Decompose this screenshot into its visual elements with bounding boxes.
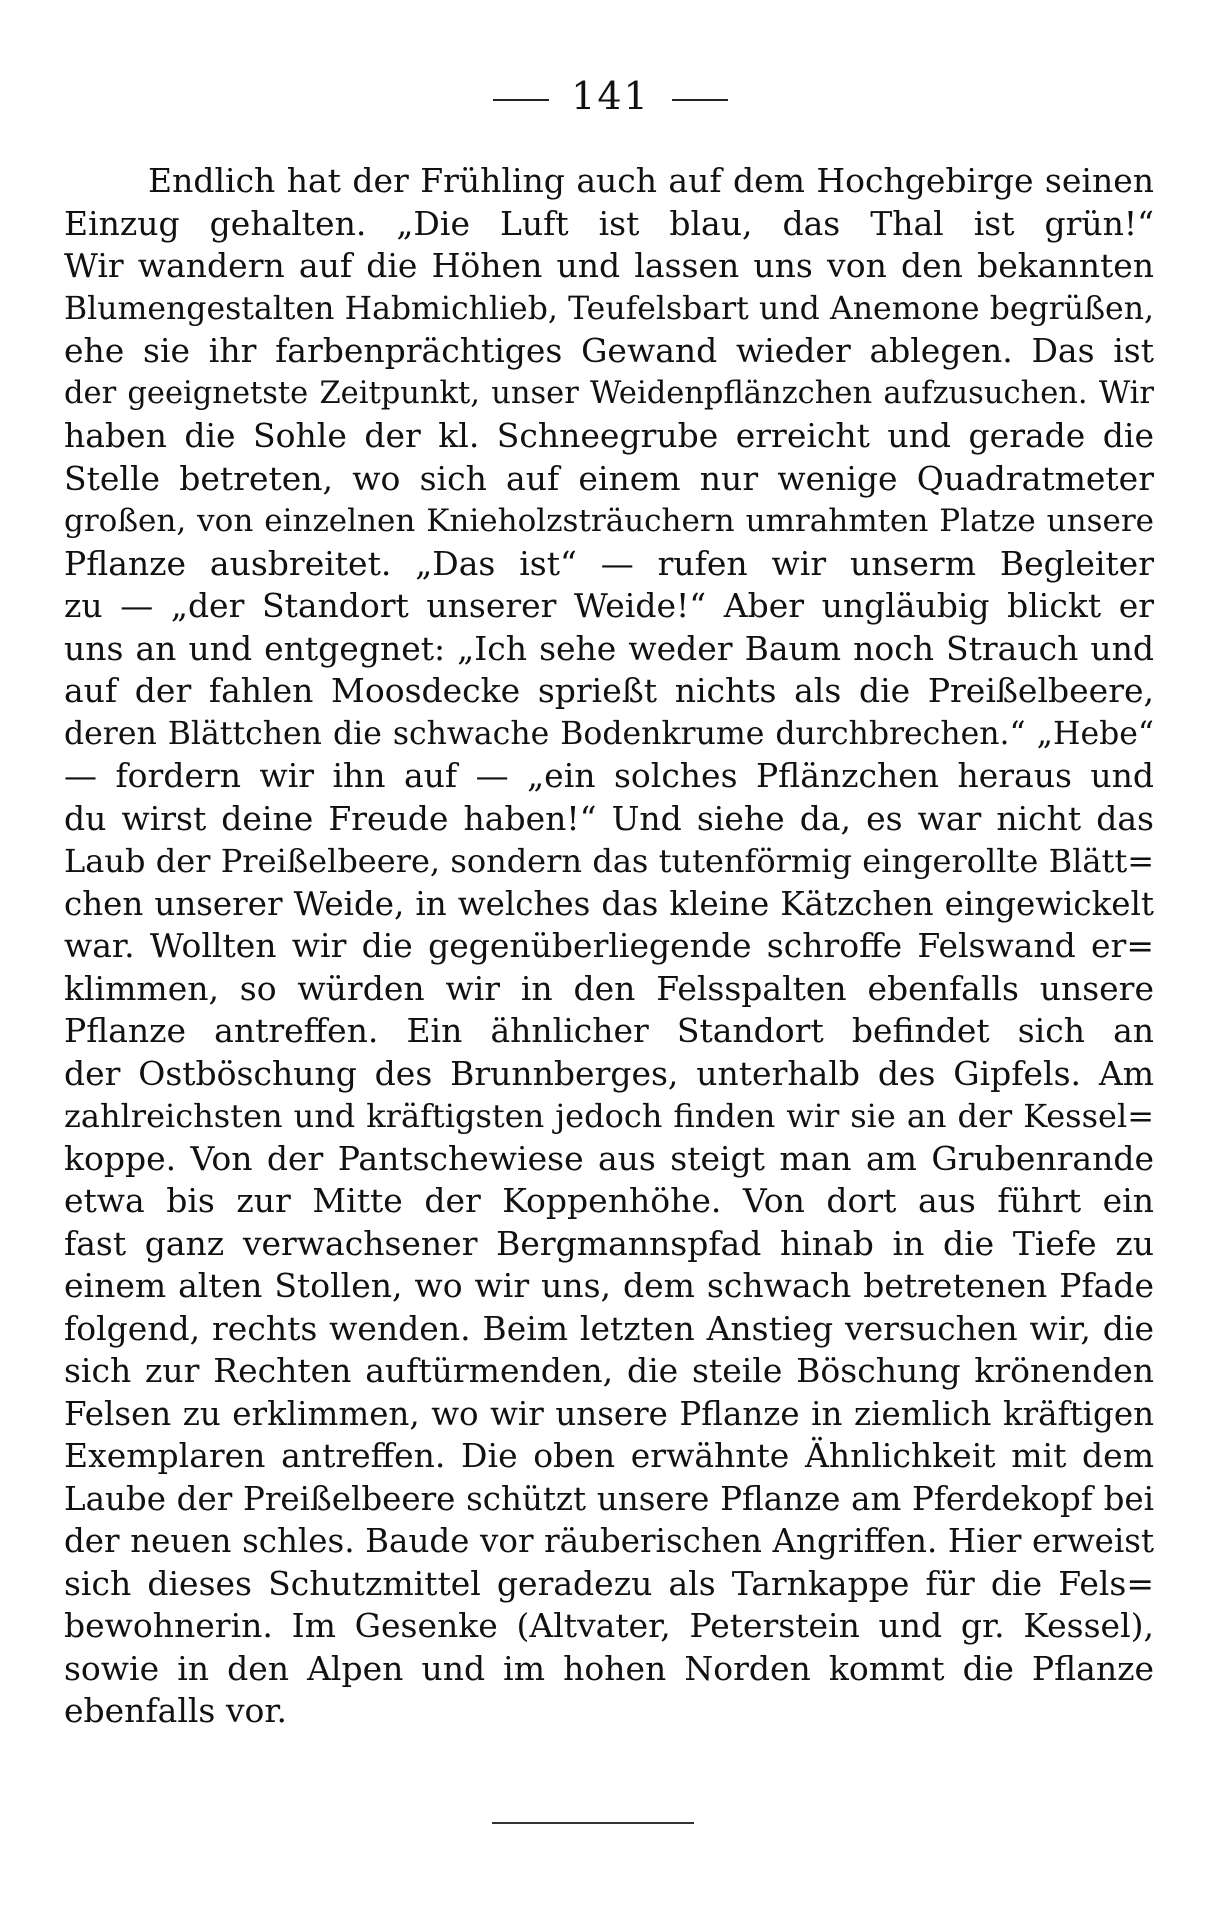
text-line: sowie in den Alpen und im hohen Norden kommt die Pflanze (64, 1648, 1154, 1688)
text-line: der Ostböschung des Brunnberges, unterhalb des Gipfels. Am (64, 1053, 1154, 1093)
text-line: Stelle betreten, wo sich auf einem nur wenige Quadratmeter (64, 458, 1154, 498)
text-line: zu — „der Standort unserer Weide!“ Aber ungläubig blickt er (64, 586, 1154, 625)
text-line: Blumengestalten Habmichlieb, Teufelsbart und Anemone begrüßen, (64, 290, 1154, 327)
text-line: zahlreichsten und kräftigsten jedoch finden wir sie an der Kessel= (64, 1097, 1154, 1135)
text-line: Laube der Preißelbeere schützt unsere Pflanze am Pferdekopf bei (64, 1479, 1154, 1518)
text-line: sich dieses Schutzmittel geradezu als Tarnkappe für die Fels= (64, 1563, 1154, 1603)
text-line: folgend, rechts wenden. Beim letzten Anstieg versuchen wir, die (64, 1308, 1154, 1348)
text-line: großen, von einzelnen Knieholzsträuchern umrahmten Platze unsere (64, 503, 1154, 539)
text-line: Endlich hat der Frühling auch auf dem Hochgebirge seinen (148, 161, 1154, 200)
text-line: klimmen, so würden wir in den Felsspalten ebenfalls unsere (64, 968, 1154, 1008)
footer-rule (492, 1822, 694, 1824)
text-line: — fordern wir ihn auf — „ein solches Pflänzchen heraus und (64, 756, 1154, 795)
page-number: 141 (571, 74, 650, 118)
text-line: Pflanze antreffen. Ein ähnlicher Standort befindet sich an (64, 1011, 1154, 1050)
text-line: deren Blättchen die schwache Bodenkrume durchbrechen.“ „Hebe“ (64, 715, 1154, 752)
text-line: Pflanze ausbreitet. „Das ist“ — rufen wir unserm Begleiter (64, 543, 1154, 583)
text-line: fast ganz verwachsener Bergmannspfad hinab in die Tiefe zu (64, 1223, 1154, 1263)
page-header (0, 74, 1221, 118)
text-line: der geeignetste Zeitpunkt, unser Weidenpflänzchen aufzusuchen. Wir (64, 375, 1154, 411)
header-dash-left (493, 99, 549, 101)
text-line: sich zur Rechten auftürmenden, die steile Böschung krönenden (64, 1351, 1154, 1390)
text-line: Felsen zu erklimmen, wo wir unsere Pflanze in ziemlich kräftigen (64, 1394, 1154, 1433)
text-line: war. Wollten wir die gegenüberliegende schroffe Felswand er= (64, 926, 1154, 965)
text-line: der neuen schles. Baude vor räuberischen Angriffen. Hier erweist (64, 1522, 1154, 1560)
text-line: koppe. Von der Pantschewiese aus steigt man am Grubenrande (64, 1138, 1154, 1178)
text-line: du wirst deine Freude haben!“ Und siehe da, es war nicht das (64, 798, 1154, 838)
text-line: einem alten Stollen, wo wir uns, dem schwach betretenen Pfade (64, 1266, 1154, 1305)
text-line: ehe sie ihr farbenprächtiges Gewand wieder ablegen. Das ist (64, 331, 1154, 370)
text-line: auf der fahlen Moosdecke sprießt nichts als die Preißelbeere, (64, 671, 1154, 710)
text-line: Wir wandern auf die Höhen und lassen uns von den bekannten (64, 246, 1154, 285)
body-text (64, 160, 1154, 1733)
text-line: chen unserer Weide, in welches das kleine Kätzchen eingewickelt (64, 884, 1154, 923)
text-line: Exemplaren antreffen. Die oben erwähnte Ähnlichkeit mit dem (64, 1436, 1154, 1475)
text-line-last: ebenfalls vor. (64, 1691, 288, 1730)
text-line: haben die Sohle der kl. Schneegrube erreicht und gerade die (64, 416, 1154, 455)
text-line: Einzug gehalten. „Die Luft ist blau, das Thal ist grün!“ (64, 203, 1154, 243)
text-line: uns an und entgegnet: „Ich sehe weder Baum noch Strauch und (64, 628, 1154, 668)
text-line: Laub der Preißelbeere, sondern das tutenförmig eingerollte Blätt= (64, 842, 1154, 880)
header-dash-right (672, 99, 728, 101)
text-line: bewohnerin. Im Gesenke (Altvater, Peterstein und gr. Kessel), (64, 1606, 1154, 1645)
text-line: etwa bis zur Mitte der Koppenhöhe. Von dort aus führt ein (64, 1181, 1154, 1220)
